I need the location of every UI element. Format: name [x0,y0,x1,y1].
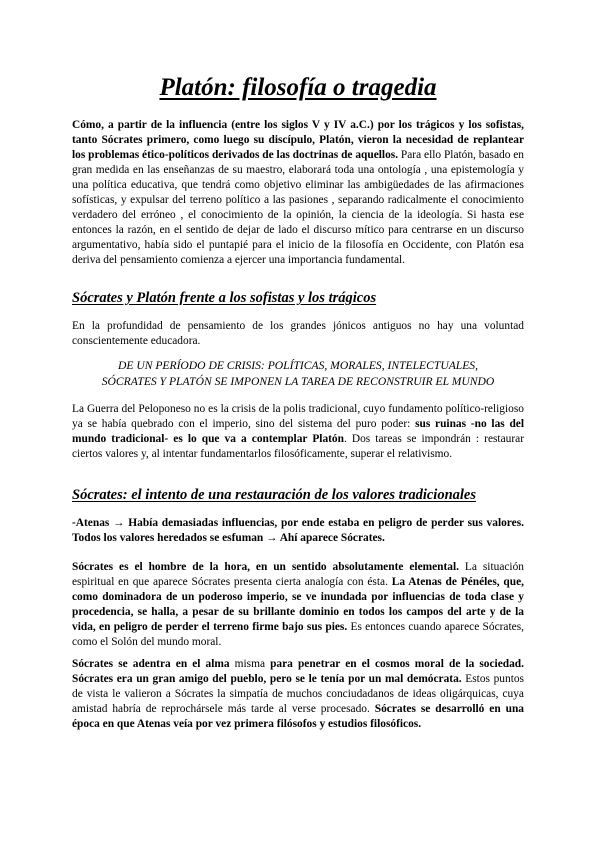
page-title: Platón: filosofía o tragedia [159,74,437,101]
quote-line-1: DE UN PERÍODO DE CRISIS: POLÍTICAS, MORALES, INTELECTUALES, [117,359,479,372]
section1-paragraph-1: En la profundidad de pensamiento de los grandes jónicos antiguos no hay una voluntad conscientemente educadora. [72,320,524,347]
intro-text: Para ello Platón, basado en gran medida en las enseñanzas de su maestro, elaborará toda una ontología , una epistemología y una política educativa, que tendrá como objetivo eliminar las ambigüedades de las afirmaciones sofísticas, y expulsar del terreno político a las pasiones , separando radicalmente el conocimiento verdadero del erróneo , el conocimiento de la opinión, la ciencia de la ideología. Si hasta ese entonces la razón, en el sentido de dejar de lado el discurso mítico para centrarse en un discurso argumentativo, había sido el puntapié para el inicio de la filosofía en Occidente, con Platón esa deriva del pensamiento comienza a ejercer una importancia fundamental. [72,149,524,266]
para2-text-a: La Guerra del Peloponeso no es la crisis de la polis tradicional, cuyo fundamento político-religioso ya se había quebrado con el imperio, sino del sistema del puro poder: [72,403,524,430]
intro-paragraph [72,118,524,268]
section-heading-socrates-platon: Sócrates y Platón frente a los sofistas y los trágicos [72,290,377,306]
section2-paragraph-2 [72,657,524,732]
s2p2-bold-1: Sócrates se adentra en el alma [72,658,230,670]
para2-bold-text: sus ruinas -no las del mundo tradicional- es lo que va a contemplar Platón [72,418,525,445]
s2p1-text-2: Es entonces cuando aparece Sócrates, como el Solón del mundo moral. [72,621,524,648]
s2p1-text-1: La situación espiritual en que aparece Sócrates presenta cierta analogía con ésta. [72,561,524,588]
s2p2-bold-2: para penetrar en el cosmos moral de la sociedad. Sócrates era un gran amigo del pueblo, pero se le tenía por un mal demócrata. [72,658,524,685]
s2p1-bold-1: Sócrates es el hombre de la hora, en un sentido absolutamente elemental. [72,561,459,573]
s2p2-text-2: Estos puntos de vista le valieron a Sócrates la simpatía de muchos conciudadanos de ideas oligárquicas, cuya amistad habría de reprochársele más tarde al verse procesado. [72,673,524,715]
section-heading-restauracion: Sócrates: el intento de una restauración de los valores tradicionales [72,487,476,503]
para2-text-b: . Dos tareas se impondrán : restaurar ciertos valores y, al intentar fundamentarlos filosóficamente, superar el relativismo. [72,433,524,460]
s2p1-bold-2: La Atenas de Pénéles, que, como dominadora de un poderoso imperio, se ve inundada por influencias de toda clase y procedencia, se halla, a pesar de su brillante dominio en todos los campos del arte y de la vida, en peligro de perder el terreno firme bajo sus pies. [72,576,524,633]
s2p2-text-1: misma [229,658,271,670]
quote-line-2: SÓCRATES Y PLATÓN SE IMPONEN LA TAREA DE RECONSTRUIR EL MUNDO [101,375,495,388]
intro-bold-text: Cómo, a partir de la influencia (entre los siglos V y IV a.C.) por los trágicos y los sofistas, tanto Sócrates primero, como luego su discípulo, Platón, vieron la necesidad de replantear los problemas ético-políticos derivados de las doctrinas de aquellos. [72,119,524,161]
section1-paragraph-2 [72,402,524,462]
atenas-item: -Atenas → Había demasiadas influencias, por ende estaba en peligro de perder sus valores. Todos los valores heredados se esfuman → Ahí aparece Sócrates. [72,517,524,544]
section2-paragraph-1 [72,560,524,650]
s2p2-bold-3: Sócrates se desarrolló en una época en que Atenas veía por vez primera filósofos y estudios filosóficos. [72,703,525,730]
